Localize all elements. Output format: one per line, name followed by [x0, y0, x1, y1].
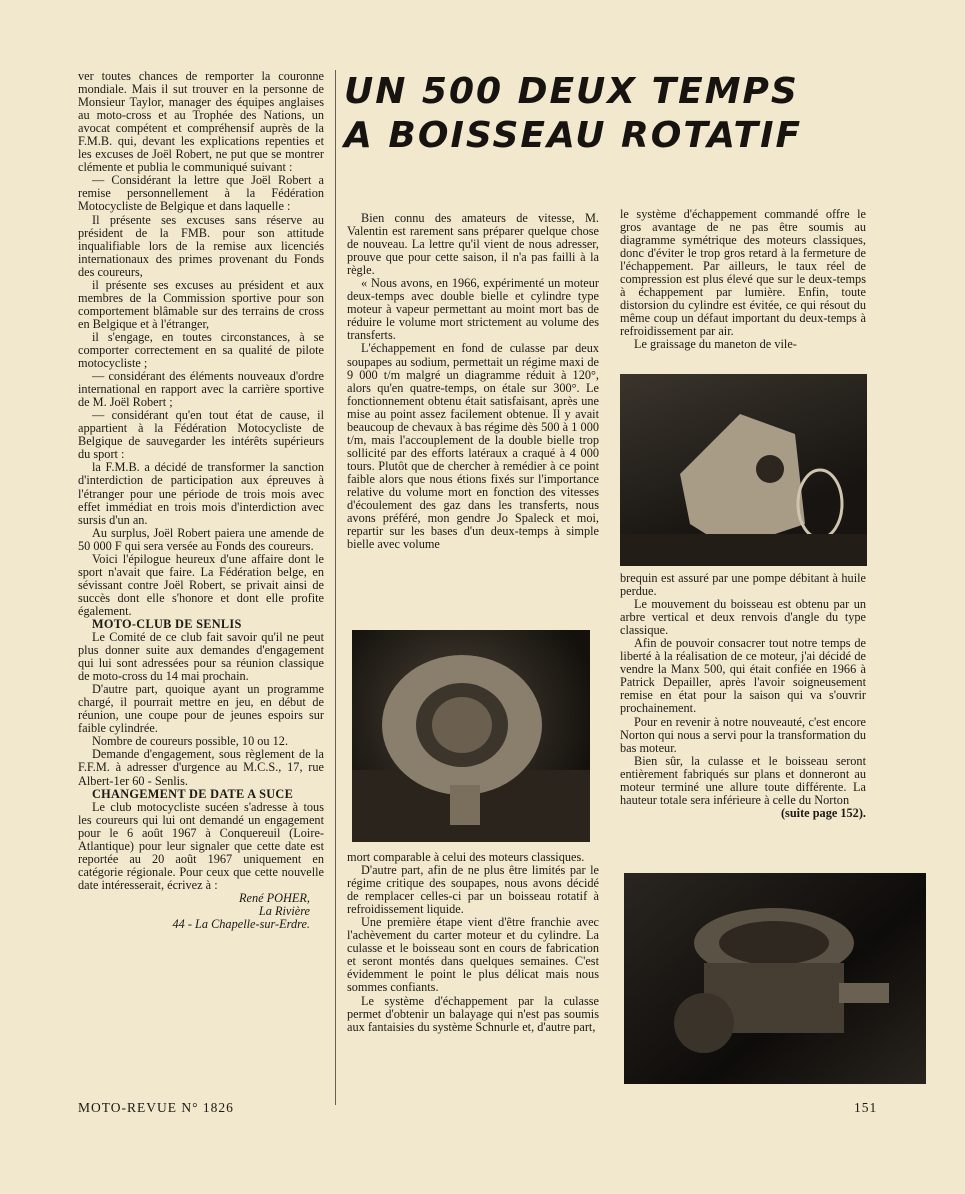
senlis-heading: MOTO-CLUB DE SENLIS: [92, 616, 242, 631]
footer-page-number: 151: [854, 1100, 878, 1115]
paragraph: Nombre de coureurs possible, 10 ou 12.: [92, 734, 289, 749]
paragraph: L'échappement en fond de culasse par deux soupapes au sodium, permettait un régime maxi de 9 000 t/m malgré un diagramme réduit à 120°, alors qu'en quatre-temps, on étale sur 300°. Le fonctionnement obtenu était satisfaisant, après une mise au point assez facilement obtenue. Il y avait beaucoup de chevaux à bas régime dès 500 à 1 000 t/m, mais l'accouplement de la double bielle trop sollicité par des efforts latéraux a craqué à 4 000 tours. Plutôt que de chercher à remédier à ce point faible alors que nous étions fixés sur l'importance relative du volume mort en fonction des vitesses d'écoulement des gaz dans les transferts, nous avons préféré, mon gendre Jo Spaleck et moi, repartir sur les bases d'un deux-temps à simple bielle avec volume: [347, 341, 599, 552]
paragraph: la F.M.B. a décidé de transformer la sanction d'interdiction de participation aux épreuves à l'étranger pour une période de trois mois avec effet immédiat en trois mois d'interdiction avec sursis d'un an.: [78, 460, 324, 527]
paragraph: il s'engage, en toutes circonstances, à se comporter correctement en sa qualité de pilote motocycliste ;: [78, 329, 324, 371]
paragraph: Voici l'épilogue heureux d'une affaire dont le sport n'avait que faire. La Fédération belge, en sévissant contre Joël Robert, se privait ainsi de succès dont elle s'honore et dont elle profite également.: [78, 551, 324, 618]
paragraph: Le Comité de ce club fait savoir qu'il ne peut plus donner suite aux demandes d'engagement qui lui sont adressées pour sa réunion classique de moto-cross du 14 mai prochain.: [78, 630, 324, 684]
crankcase-illustration: [620, 374, 867, 566]
engine-photo-cylinder: [352, 630, 590, 842]
paragraph: D'autre part, quoique ayant un programme chargé, il pourrait mettre en jeu, en début de réunion, une coupe pour de jeunes espoirs sur faible cylindrée.: [78, 682, 324, 736]
assembly-illustration: [624, 873, 926, 1084]
footer-magazine-issue: MOTO-REVUE N° 1826: [78, 1100, 234, 1115]
paragraph: « Nous avons, en 1966, expérimenté un moteur deux-temps avec double bielle et cylindre type moteur à vapeur permettant au moint mort bas de réduire le volume mort strictement au volume des transferts.: [347, 276, 599, 343]
article-title: [344, 70, 889, 158]
paragraph: Bien connu des amateurs de vitesse, M. Valentin est rarement sans préparer quelque chose de nouveau. La lettre qu'il vient de nous adresser, prouve que pour cette saison, il n'a pas failli à la règle.: [347, 211, 599, 278]
paragraph: Au surplus, Joël Robert paiera une amende de 50 000 F qui sera versée au Fonds des coureurs.: [78, 525, 324, 553]
paragraph: le système d'échappement commandé offre le gros avantage de ne pas être soumis au diagramme symétrique des moteurs classiques, donc d'éviter le trop gros retard à la fermeture de l'échappement. Par ailleurs, le taux réel de compression est plus élevé que sur le deux-temps à échappement par lumière. Enfin, toute distorsion du cylindre est évitée, ce qui résout du même coup un défaut important du deux-temps à refroidissement par air.: [620, 207, 866, 339]
paragraph: Demande d'engagement, sous règlement de la F.F.M. à adresser d'urgence au M.C.S., 17, rue Albert-1er 60 - Senlis.: [78, 747, 324, 788]
paragraph: — considérant qu'en tout état de cause, il appartient à la Fédération Motocycliste de Belgique de sauvegarder les intérêts supérieurs du sport :: [78, 408, 324, 462]
paragraph: Le club motocycliste sucéen s'adresse à tous les coureurs qui lui ont demandé un engagement pour le 6 août 1967 à Conquereuil (Loire-Atlantique) pour leur signaler que cette date est reportée au 20 août 1967 uniquement en catégorie régionale. Pour ceux que cette nouvelle date intéresserait, écrivez à :: [78, 799, 324, 892]
paragraph: — considérant des éléments nouveaux d'ordre international en rapport avec la carrière sportive de M. Joël Robert ;: [78, 369, 324, 410]
paragraph: Afin de pouvoir consacrer tout notre temps de liberté à la réalisation de ce moteur, j'ai décidé de vendre la Manx 500, qui était confiée en 1966 à Patrick Depailler, après l'avoir soigneusement remise en état pour la saison qui va s'ouvrir prochainement.: [620, 636, 866, 716]
paragraph: Il présente ses excuses sans réserve au président de la FMB. pour son attitude inqualifiable lors de la remise aux licenciés internationaux des primes provenant du Fonds des coureurs,: [78, 212, 324, 279]
paragraph: mort comparable à celui des moteurs classiques.: [347, 850, 585, 864]
title-line-2: A BOISSEAU ROTATIF: [344, 115, 803, 156]
paragraph: il présente ses excuses au président et aux membres de la Commission sportive pour son comportement blâmable sur des terrains de cross en Belgique et à l'étranger,: [78, 277, 324, 331]
engine-photo-assembly: [624, 873, 926, 1084]
column-right-bottom: [620, 572, 866, 820]
paragraph: Bien sûr, la culasse et le boisseau seront entièrement fabriqués sur plans et donneront au moteur terminé une allure toute différente. La hauteur totale sera inférieure à celle du Norton: [620, 753, 866, 807]
signature-name: René POHER,: [238, 890, 310, 905]
paragraph: brequin est assuré par une pompe débitant à huile perdue.: [620, 571, 866, 599]
signature-place: La Rivière: [258, 904, 310, 918]
signature-town: 44 - La Chapelle-sur-Erdre.: [172, 917, 310, 932]
paragraph: Pour en revenir à notre nouveauté, c'est encore Norton qui nous a servi pour la transformation du bas moteur.: [620, 714, 866, 755]
engine-photo-crankcase: [620, 374, 867, 566]
column-right-top: [620, 208, 866, 352]
paragraph: Le système d'échappement par la culasse permet d'obtenir un balayage qui n'est pas soumis aux fantaisies du système Schnurle et, d'autre part,: [347, 993, 599, 1034]
column-middle-top: [347, 212, 599, 551]
column-divider: [335, 70, 336, 1105]
paragraph: — Considérant la lettre que Joël Robert a remise personnellement à la Fédération Motocycliste de Belgique et dans laquelle :: [78, 173, 324, 214]
continued-notice: (suite page 152).: [780, 805, 866, 820]
column-left: [78, 70, 324, 931]
paragraph: Une première étape vient d'être franchie avec l'achèvement du carter moteur et du cylindre. La culasse et le boisseau sont en cours de fabrication et seront montés dans quelques semaines. C'est évidemment le point le plus délicat mais nous sommes confiants.: [347, 915, 599, 995]
paragraph: D'autre part, afin de ne plus être limités par le régime critique des soupapes, nous avons décidé de remplacer celles-ci par un boisseau rotatif à refroidissement liquide.: [347, 863, 599, 917]
paragraph: Le graissage du maneton de vile-: [634, 337, 797, 352]
cylinder-illustration: [352, 630, 590, 842]
paragraph: Le mouvement du boisseau est obtenu par un arbre vertical et deux renvois d'angle du type classique.: [620, 597, 866, 638]
title-line-1: UN 500 DEUX TEMPS: [344, 71, 799, 112]
change-heading: CHANGEMENT DE DATE A SUCE: [92, 786, 294, 801]
column-middle-bottom: [347, 851, 599, 1034]
paragraph: ver toutes chances de remporter la couronne mondiale. Mais il sut trouver en la personne de Monsieur Taylor, manager des équipes anglaises au moto-cross et au Trophée des Nations, un avocat compétent et compréhensif auprès de la F.M.B. qui, devant les explications repenties et les excuses de Joël Robert, ne put que se montrer clémente et publia le communiqué suivant :: [78, 69, 324, 175]
